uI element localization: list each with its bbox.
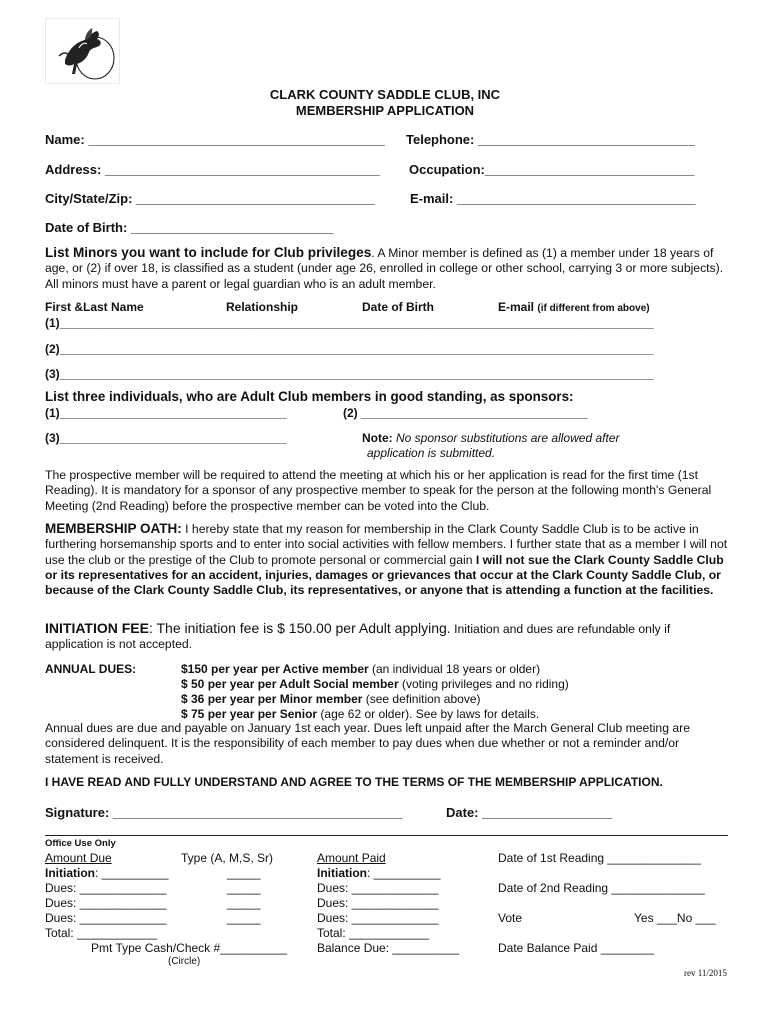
amount-due-header: Amount Due: [45, 851, 112, 865]
initiation-label: INITIATION FEE: [45, 620, 149, 636]
amount-paid-header: Amount Paid: [317, 851, 386, 865]
signature-field[interactable]: Signature: ________________________________________: [45, 805, 403, 820]
dues-paid-field-1[interactable]: Dues: _____________: [317, 881, 439, 895]
email-field[interactable]: E-mail: _________________________________: [410, 191, 696, 206]
city-state-zip-field[interactable]: City/State/Zip: _________________________________: [45, 191, 375, 206]
sponsor-note-text: No sponsor substitutions are allowed after: [392, 431, 620, 445]
address-field[interactable]: Address: ______________________________________: [45, 162, 380, 177]
reading-requirement: The prospective member will be required to attend the meeting at which his or her application is read for the first time (1st Reading). It is mandatory for a sponsor of any prospective member to speak for the person at the following month's General Meeting (2nd Reading) before the prospective member can be voted into the Club.: [45, 468, 712, 513]
dues-item-4-bold: $ 75 per year per Senior: [181, 707, 318, 721]
annual-dues-label: ANNUAL DUES:: [45, 662, 137, 676]
dues-item-4-rest: (age 62 or older). See by laws for details.: [317, 707, 540, 721]
initiation-fee: [45, 621, 730, 653]
dues-item-2-rest: (voting privileges and no riding): [398, 677, 569, 691]
vote-yes-no[interactable]: Yes ___No ___: [634, 911, 716, 925]
oath-label: MEMBERSHIP OATH:: [45, 521, 182, 536]
col-email-label: E-mail: [498, 300, 535, 314]
type-line-2[interactable]: _____: [227, 881, 261, 895]
type-header: Type (A, M,S, Sr): [181, 851, 274, 865]
initiation-due-field[interactable]: [45, 866, 168, 880]
occupation-field[interactable]: Occupation:_____________________________: [409, 162, 695, 177]
oath-bold: I will not sue the Clark County Saddle Club or its representatives for an accident, injuries, damages or grievances that occur at the Clark County Saddle Club, or because of the Clark County Saddle Club, its representatives, or anyone that is attending a function at the facilities.: [45, 552, 724, 598]
total-due-field[interactable]: Total: ____________: [45, 926, 158, 940]
dues-item-3-rest: (see definition above): [362, 692, 481, 706]
org-name: CLARK COUNTY SADDLE CLUB, INC: [269, 87, 501, 102]
vote-label: Vote: [498, 911, 523, 925]
minors-text: . A Minor member is defined as (1) a member under 18 years of age, or (2) if over 18, is classified as a student (under age 26, enrolled in college or other school, carrying 3 or more subjects). All minors must have a parent or legal guardian who is an adult member.: [45, 246, 724, 291]
dues-item-1-bold: $150 per year per Active member: [181, 662, 369, 676]
second-reading-field[interactable]: Date of 2nd Reading ______________: [498, 881, 705, 895]
dues-item-2-bold: $ 50 per year per Adult Social member: [181, 677, 399, 691]
membership-oath: [45, 521, 730, 598]
col-dob-header: Date of Birth: [362, 300, 434, 314]
sponsor-line-1[interactable]: (1)__________________________________: [45, 406, 287, 420]
form-title: MEMBERSHIP APPLICATION: [295, 103, 475, 118]
sponsor-note-text-2: application is submitted.: [367, 446, 496, 460]
initiation-paid-field[interactable]: [317, 866, 440, 880]
first-reading-field[interactable]: Date of 1st Reading ______________: [498, 851, 701, 865]
dues-paid-field-3[interactable]: Dues: _____________: [317, 911, 439, 925]
initiation-note: Initiation and dues are refundable only if application is not accepted.: [45, 622, 671, 652]
sponsor-line-2[interactable]: (2) __________________________________: [343, 406, 588, 420]
sponsor-note-label: Note:: [362, 431, 393, 445]
dues-item-2: [181, 677, 569, 691]
initiation-amount: : The initiation fee is $ 150.00 per Adult applying.: [148, 620, 451, 636]
dues-item-3: [181, 692, 481, 706]
dues-due-field-3[interactable]: Dues: _____________: [45, 911, 167, 925]
initiation-due-label: Initiation: [45, 866, 95, 880]
type-line-3[interactable]: _____: [227, 896, 261, 910]
type-line-4[interactable]: _____: [227, 911, 261, 925]
total-paid-field[interactable]: Total: ____________: [317, 926, 430, 940]
agreement-statement: I HAVE READ AND FULLY UNDERSTAND AND AGREE TO THE TERMS OF THE MEMBERSHIP APPLICATION.: [45, 775, 663, 789]
sponsor-note: [362, 431, 619, 445]
dues-due-field-1[interactable]: Dues: _____________: [45, 881, 167, 895]
balance-paid-date-field[interactable]: Date Balance Paid ________: [498, 941, 655, 955]
minor-line-1[interactable]: (1)_________________________________________________________________________________________: [45, 316, 654, 330]
dues-item-3-bold: $ 36 per year per Minor member: [181, 692, 363, 706]
col-relationship-header: Relationship: [226, 300, 299, 314]
dues-item-1-rest: (an individual 18 years or older): [368, 662, 541, 676]
dues-item-1: [181, 662, 540, 676]
dues-policy: Annual dues are due and payable on January 1st each year. Dues left unpaid after the March General Club meeting are considered delinquent. It is the responsibility of each member to pay dues when due whether or not a reminder and/or statement is received.: [45, 721, 690, 766]
col-email-note: (if different from above): [537, 303, 650, 314]
sponsor-line-3[interactable]: (3)__________________________________: [45, 431, 287, 445]
name-field[interactable]: Name: _________________________________________: [45, 132, 385, 147]
club-logo: [45, 18, 120, 84]
dues-item-4: [181, 707, 539, 721]
col-name-header: First &Last Name: [45, 300, 144, 314]
dues-paid-field-2[interactable]: Dues: _____________: [317, 896, 439, 910]
office-use-title: Office Use Only: [45, 838, 116, 849]
minors-heading: List Minors you want to include for Club privileges: [45, 245, 372, 260]
circle-note: (Circle): [168, 956, 201, 967]
minor-line-3[interactable]: (3)_________________________________________________________________________________________: [45, 367, 654, 381]
dues-due-field-2[interactable]: Dues: _____________: [45, 896, 167, 910]
initiation-paid-line: : __________: [367, 866, 441, 880]
office-divider: [45, 835, 728, 836]
payment-type-field[interactable]: Pmt Type Cash/Check #__________: [91, 941, 287, 955]
telephone-field[interactable]: Telephone: ______________________________: [406, 132, 695, 147]
revision-label: rev 11/2015: [684, 968, 727, 978]
initiation-paid-label: Initiation: [317, 866, 367, 880]
balance-due-field[interactable]: Balance Due: __________: [317, 941, 460, 955]
oath-text: I hereby state that my reason for membership in the Clark County Saddle Club is to be active in furthering horsemanship sports and to enter into social activities with fellow members. I further state that as a member I will not use the club or the prestige of the Club to promote personal or commercial gain: [45, 522, 728, 567]
minors-definition: [45, 245, 730, 292]
col-email-header: [498, 300, 650, 314]
initiation-due-line: : __________: [95, 866, 169, 880]
sponsors-heading: List three individuals, who are Adult Club members in good standing, as sponsors:: [45, 389, 574, 404]
date-of-birth-field[interactable]: Date of Birth: ____________________________: [45, 220, 334, 235]
minor-line-2[interactable]: (2)_________________________________________________________________________________________: [45, 342, 654, 356]
signature-date-field[interactable]: Date: __________________: [446, 805, 613, 820]
type-line-1[interactable]: _____: [227, 866, 261, 880]
